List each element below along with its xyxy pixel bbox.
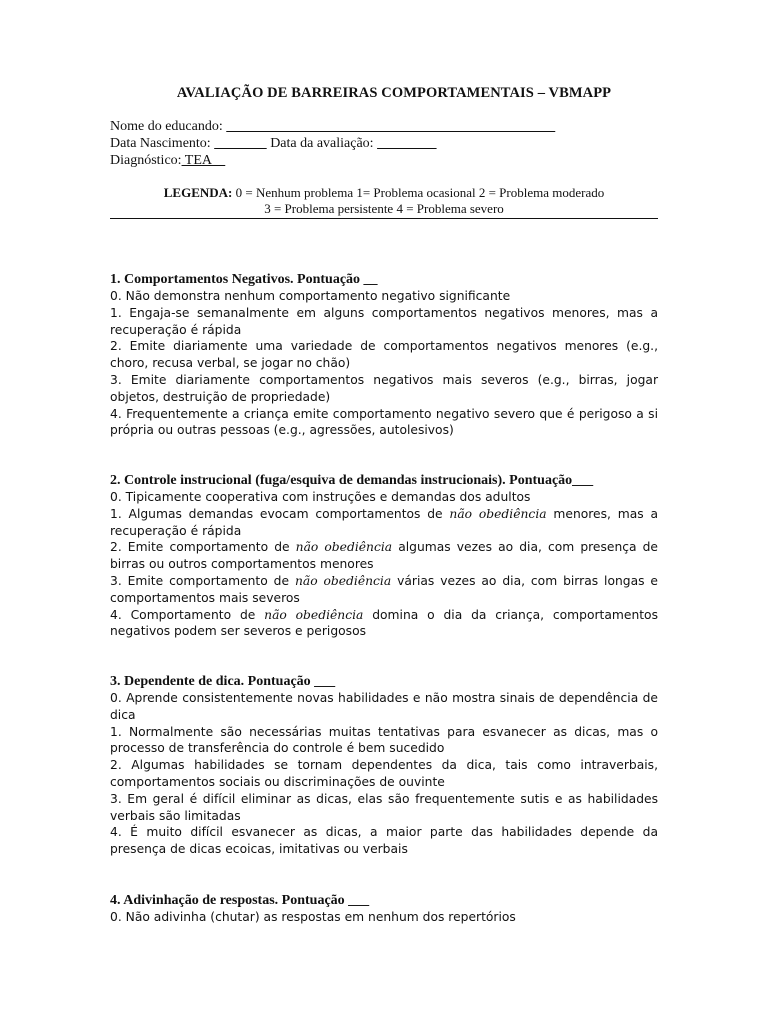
list-item: 3. Em geral é difícil eliminar as dicas, elas são frequentemente sutis e as habilidades verbais são limitadas — [110, 791, 658, 823]
section-response-guessing — [110, 892, 658, 926]
student-name-blank — [226, 119, 555, 134]
item-text: 1. Algumas demandas evocam comportamentos de — [110, 506, 450, 521]
list-item: 0. Não demonstra nenhum comportamento negativo significante — [110, 289, 511, 303]
item-text: domina o dia da criança, comportamentos negativos podem ser severos e perigosos — [110, 607, 658, 639]
document-page — [110, 84, 658, 219]
item-emphasis: não obediência — [264, 607, 364, 622]
list-item: 4. É muito difícil esvanecer as dicas, a maior parte das habilidades depende da presença de dicas ecoicas, imitativas ou verbais — [110, 825, 658, 857]
section-items — [110, 909, 658, 926]
section-title: 1. Comportamentos Negativos. Pontuação __ — [110, 272, 378, 287]
section-title: 2. Controle instrucional (fuga/esquiva de demandas instrucionais). Pontuação___ — [110, 473, 594, 488]
item-emphasis: não obediência — [449, 506, 547, 521]
legend-line-2: 3 = Problema persistente 4 = Problema severo — [264, 201, 504, 216]
section-prompt-dependency — [110, 673, 658, 858]
diagnosis-value: TEA — [181, 153, 226, 168]
section-items — [110, 690, 658, 858]
list-item: 2. Emite diariamente uma variedade de comportamentos negativos menores (e.g., choro, recusa verbal, se jogar no chão) — [110, 339, 658, 371]
section-items — [110, 489, 658, 640]
list-item: 4. Frequentemente a criança emite comportamento negativo severo que é perigoso a si própria ou outras pessoas (e.g., agressões, autolesivos) — [110, 406, 658, 438]
list-item — [110, 539, 658, 573]
student-name-label: Nome do educando: — [110, 119, 223, 134]
list-item: 0. Não adivinha (chutar) as respostas em nenhum dos repertórios — [110, 910, 516, 924]
list-item: 3. Emite diariamente comportamentos negativos mais severos (e.g., birras, jogar objetos, destruição de propriedade) — [110, 372, 658, 404]
section-items — [110, 288, 658, 439]
student-info-fields — [110, 118, 658, 169]
list-item — [110, 607, 658, 641]
item-emphasis: não obediência — [294, 573, 392, 588]
list-item — [110, 573, 658, 607]
item-text: 4. Comportamento de — [110, 607, 265, 622]
birth-date-label: Data Nascimento: — [110, 136, 211, 151]
diagnosis-label: Diagnóstico: — [110, 153, 182, 168]
dates-line — [110, 135, 658, 152]
item-text: 3. Emite comportamento de — [110, 573, 295, 588]
item-text: menores, mas a recuperação é rápida — [110, 506, 658, 538]
item-text: 2. Emite comportamento de — [110, 540, 296, 555]
section-title: 3. Dependente de dica. Pontuação ___ — [110, 674, 336, 689]
item-text: algumas vezes ao dia, com presença de birras ou outros comportamentos menores — [110, 540, 659, 572]
diagnosis-line — [110, 152, 658, 169]
legend-label: LEGENDA: — [163, 185, 233, 200]
section-negative-behaviors — [110, 271, 658, 439]
section-title: 4. Adivinhação de respostas. Pontuação ___ — [110, 893, 370, 908]
list-item: 1. Normalmente são necessárias muitas tentativas para esvanecer as dicas, mas o processo de transferência do controle é bem sucedido — [110, 724, 658, 756]
legend-scale-1: 0 = Nenhum problema 1= Problema ocasional 2 = Problema moderado — [235, 185, 605, 200]
legend-line-1 — [110, 185, 658, 201]
evaluation-date-blank — [377, 136, 437, 151]
list-item: 0. Aprende consistentemente novas habilidades e não mostra sinais de dependência de dica — [110, 691, 658, 722]
list-item: 2. Algumas habilidades se tornam dependentes da dica, tais como intraverbais, comportamentos sociais ou discriminações de ouvinte — [110, 758, 658, 789]
birth-date-blank — [214, 136, 267, 151]
list-item — [110, 506, 658, 540]
document-title: AVALIAÇÃO DE BARREIRAS COMPORTAMENTAIS – VBMAPP — [176, 85, 612, 101]
evaluation-date-label: Data da avaliação: — [270, 136, 374, 151]
legend — [110, 185, 658, 219]
section-instructional-control — [110, 472, 658, 640]
list-item: 0. Tipicamente cooperativa com instruções e demandas dos adultos — [110, 490, 531, 504]
list-item: 1. Engaja-se semanalmente em alguns comportamentos negativos menores, mas a recuperação é rápida — [110, 305, 658, 337]
student-name-line — [110, 118, 658, 135]
item-text: várias vezes ao dia, com birras longas e comportamentos mais severos — [110, 573, 658, 605]
item-emphasis: não obediência — [295, 540, 393, 555]
